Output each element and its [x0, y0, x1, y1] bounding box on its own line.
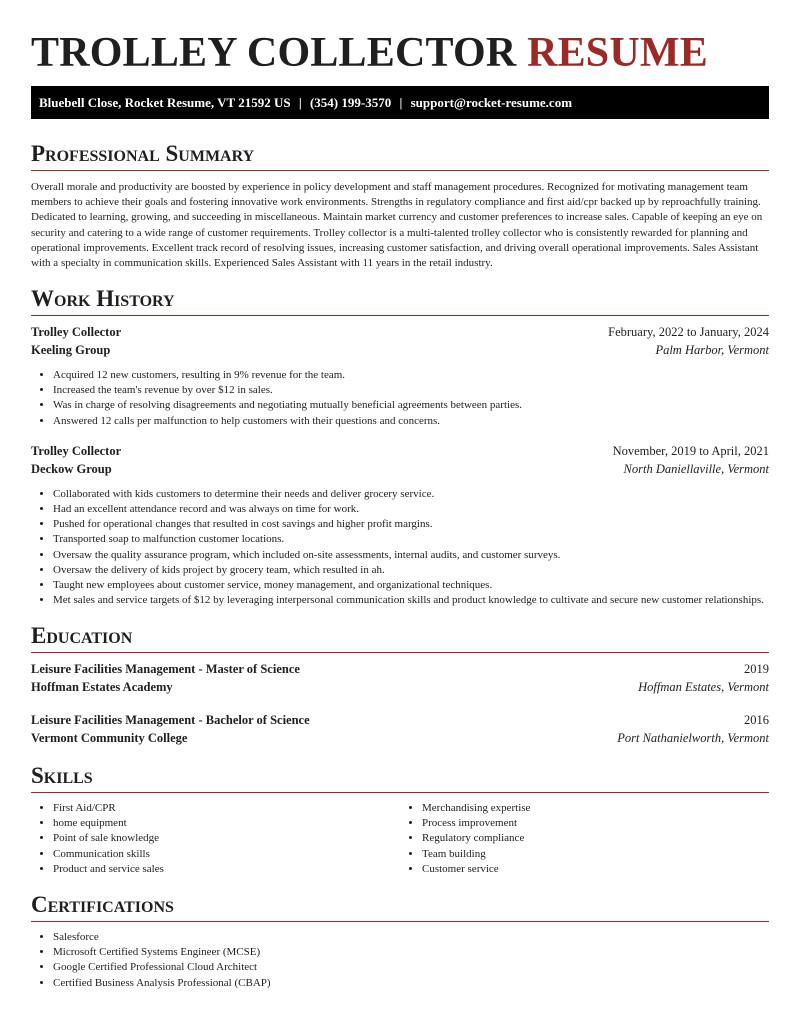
job-bullet: • Answered 12 calls per malfunction to help customers with their questions and concerns. — [53, 414, 769, 429]
job-bullet: • Transported soap to malfunction customer locations. — [53, 532, 769, 547]
education-degree: Leisure Facilities Management - Master of Science — [31, 662, 300, 676]
education-school-row — [31, 731, 769, 749]
contact-separator: | — [298, 95, 302, 110]
work-history-heading: Work History — [31, 286, 175, 311]
education-school: Vermont Community College — [31, 731, 188, 745]
certification-item: • Certified Business Analysis Professional (CBAP) — [53, 976, 769, 991]
certifications-heading: Certifications — [31, 892, 174, 917]
skill-item: • Process improvement — [422, 816, 769, 831]
summary-section — [31, 141, 769, 271]
title-accent: RESUME — [527, 30, 708, 76]
skill-item: • Product and service sales — [53, 862, 400, 877]
job-bullets — [31, 368, 769, 429]
skill-item: • Point of sale knowledge — [53, 831, 400, 846]
job-bullet: • Taught new employees about customer service, money management, and organizational techniques. — [53, 578, 769, 593]
job-bullet: • Had an excellent attendance record and was always on time for work. — [53, 502, 769, 517]
job-bullet: • Acquired 12 new customers, resulting in 9% revenue for the team. — [53, 368, 769, 383]
job-bullets — [31, 487, 769, 609]
education-school-row — [31, 680, 769, 698]
job-company: Keeling Group — [31, 343, 111, 357]
certifications-list — [31, 930, 769, 991]
education-year: 2016 — [744, 713, 769, 727]
work-history-section — [31, 286, 769, 608]
job-bullet: • Met sales and service targets of $12 by leveraging interpersonal communication skills and product knowledge to cultivate and secure new customer relationships. — [53, 593, 769, 608]
certification-item: • Salesforce — [53, 930, 769, 945]
job-bullet: • Increased the team's revenue by over $12 in sales. — [53, 383, 769, 398]
education-header-row — [31, 713, 769, 731]
contact-bar — [31, 86, 769, 119]
education-section — [31, 623, 769, 749]
job-entry — [31, 325, 769, 429]
education-heading: Education — [31, 623, 133, 648]
job-entry — [31, 444, 769, 609]
job-company: Deckow Group — [31, 461, 112, 476]
skill-item: • home equipment — [53, 816, 400, 831]
skills-list-right — [400, 801, 769, 877]
contact-phone: (354) 199-3570 — [309, 95, 392, 110]
contact-email: support@rocket-resume.com — [410, 95, 573, 110]
section-divider — [31, 315, 769, 316]
skills-section — [31, 763, 769, 877]
job-bullet: • Pushed for operational changes that resulted in cost savings and higher profit margins. — [53, 517, 769, 532]
skills-list-left — [31, 801, 400, 877]
section-divider — [31, 921, 769, 922]
job-location: North Daniellaville, Vermont — [623, 461, 769, 476]
resume-title — [31, 0, 769, 78]
education-header-row — [31, 662, 769, 680]
section-divider — [31, 652, 769, 653]
job-bullet: • Collaborated with kids customers to determine their needs and deliver grocery service. — [53, 487, 769, 502]
education-degree: Leisure Facilities Management - Bachelor of Science — [31, 713, 310, 727]
job-dates: November, 2019 to April, 2021 — [612, 443, 769, 458]
section-divider — [31, 170, 769, 171]
job-title: Trolley Collector — [31, 443, 122, 458]
section-divider — [31, 792, 769, 793]
education-school: Hoffman Estates Academy — [31, 680, 173, 694]
job-location: Palm Harbor, Vermont — [655, 343, 769, 357]
skill-item: • Communication skills — [53, 847, 400, 862]
title-name: TROLLEY COLLECTOR — [31, 30, 517, 76]
job-title: Trolley Collector — [31, 325, 122, 339]
job-bullet: • Was in charge of resolving disagreements and negotiating mutually beneficial agreements between parties. — [53, 398, 769, 413]
job-company-row — [31, 462, 769, 480]
skill-item: • Regulatory compliance — [422, 831, 769, 846]
education-location: Hoffman Estates, Vermont — [638, 680, 769, 694]
education-entry — [31, 662, 769, 698]
job-company-row — [31, 343, 769, 361]
summary-heading: Professional Summary — [31, 141, 255, 166]
education-year: 2019 — [744, 662, 769, 676]
certifications-section — [31, 892, 769, 991]
certification-item: • Google Certified Professional Cloud Architect — [53, 960, 769, 975]
job-bullet: • Oversaw the delivery of kids project by grocery team, which resulted in ah. — [53, 563, 769, 578]
education-location: Port Nathanielworth, Vermont — [617, 731, 769, 745]
skills-columns — [31, 801, 769, 877]
contact-address: Bluebell Close, Rocket Resume, VT 21592 US — [39, 95, 291, 110]
skills-heading: Skills — [31, 763, 93, 788]
job-dates: February, 2022 to January, 2024 — [608, 325, 769, 339]
skill-item: • Merchandising expertise — [422, 801, 769, 816]
skill-item: • Team building — [422, 847, 769, 862]
contact-separator: | — [399, 95, 403, 110]
certification-item: • Microsoft Certified Systems Engineer (MCSE) — [53, 945, 769, 960]
job-header-row — [31, 444, 769, 462]
job-header-row — [31, 325, 769, 343]
skill-item: • First Aid/CPR — [53, 801, 400, 816]
skill-item: • Customer service — [422, 862, 769, 877]
job-bullet: • Oversaw the quality assurance program, which included on-site assessments, internal audits, and customer surveys. — [53, 548, 769, 563]
summary-text: Overall morale and productivity are boosted by experience in policy development and staff management procedures. Recognized for motivating management team members to achieve their goals and fostering innovative work environments. Strengths in regulatory compliance and first aid/cpr backed up by reproachfully training. Dedicated to learning, growing, and succeeding in miscellaneous. Maintain market currency and customer preferences to increase sales. Capable of keeping an eye on security and catering to a wide range of customer requirements. Trolley collector is a multi-talented trolley collector who is consistently rewarded for planning and operational improvements. Excellent track record of resolving issues, increasing customer satisfaction, and driving overall operational improvements. Sales Assistant with a specialty in communication skills. Experienced Sales Assistant with 11 years in the retail industry. — [31, 181, 763, 270]
education-entry — [31, 713, 769, 749]
